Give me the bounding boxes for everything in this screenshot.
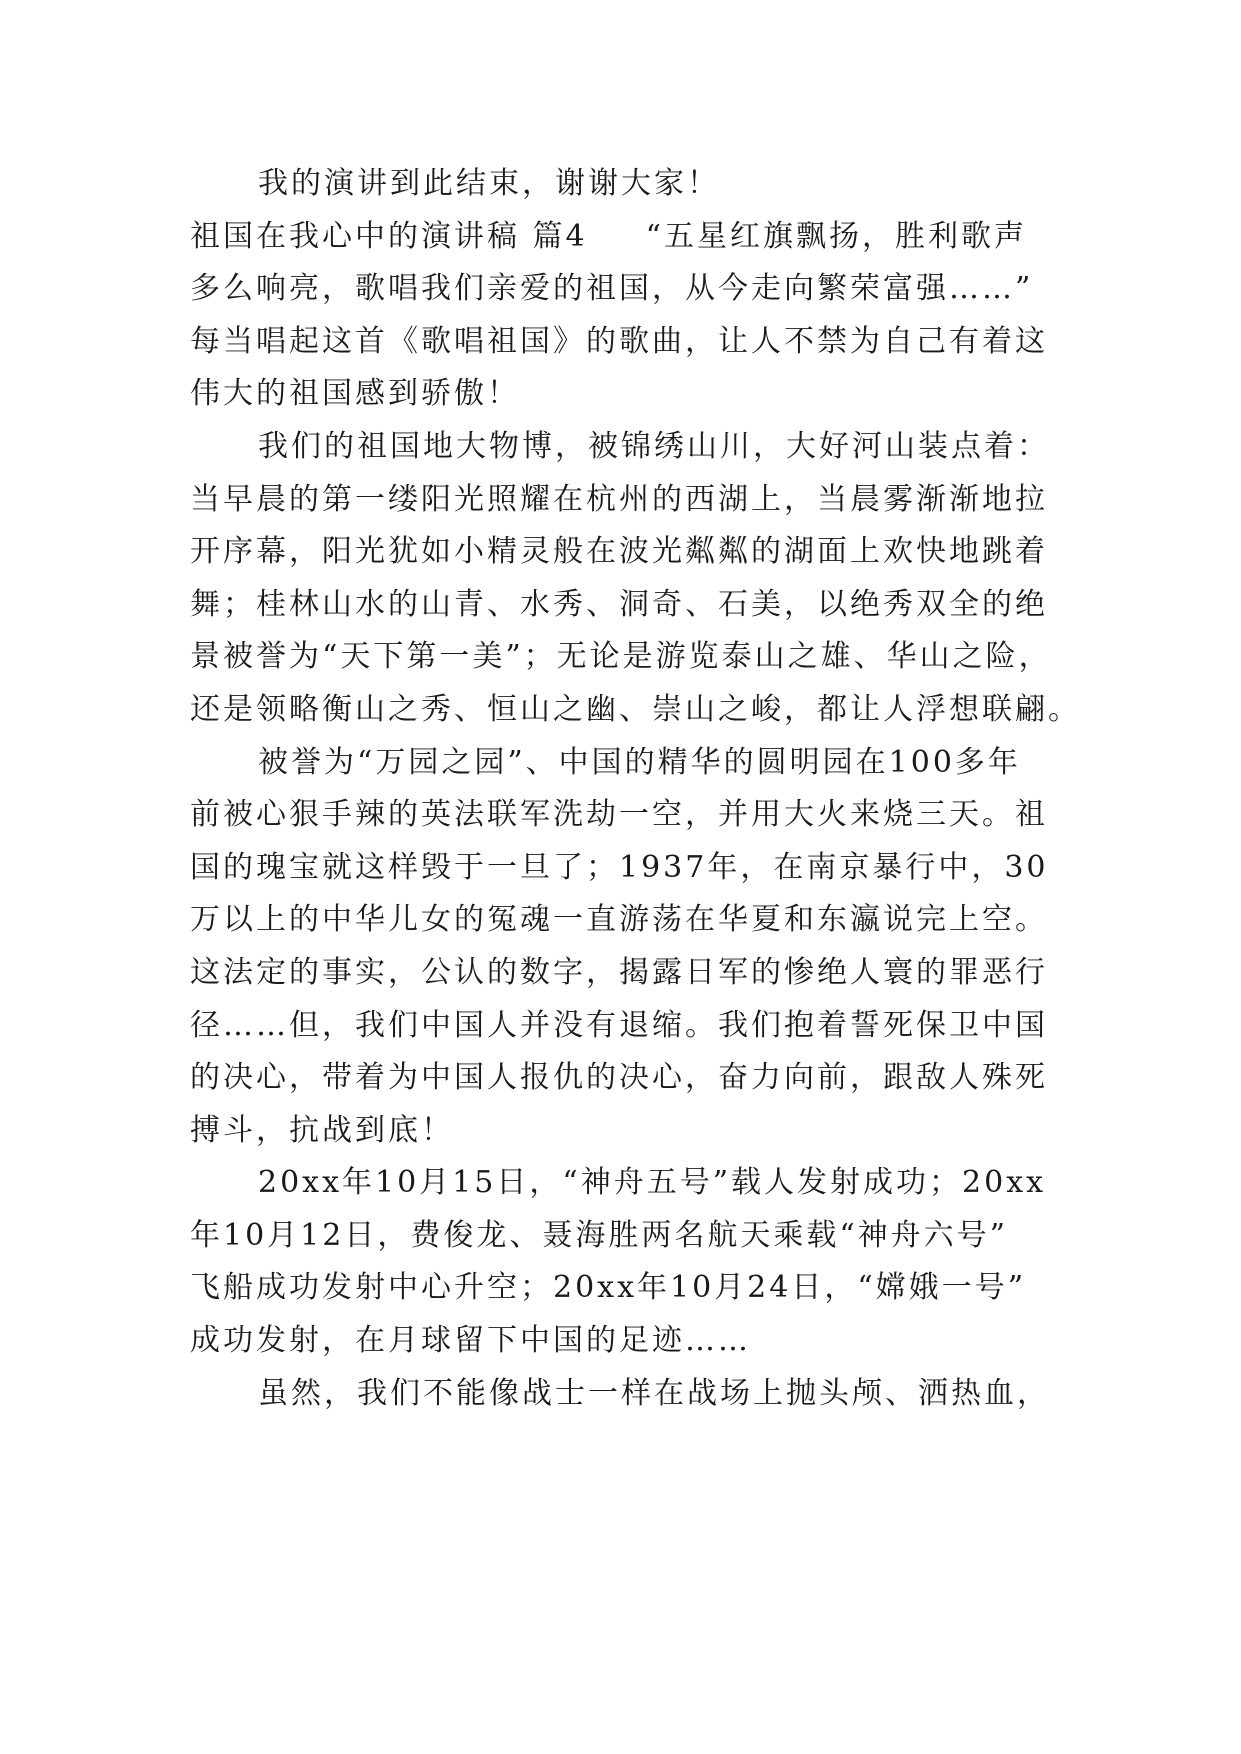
text-line: 多么响亮，歌唱我们亲爱的祖国，从今走向繁荣富强……” bbox=[190, 271, 1034, 307]
text-line: 年10月12日，费俊龙、聂海胜两名航天乘载“神舟六号” bbox=[190, 1217, 1009, 1253]
text-line: 开序幕，阳光犹如小精灵般在波光粼粼的湖面上欢快地跳着 bbox=[190, 534, 1048, 570]
text-line: 万以上的中华儿女的冤魂一直游荡在华夏和东瀛说完上空。 bbox=[190, 902, 1048, 938]
text-line: 这法定的事实，公认的数字，揭露日军的惨绝人寰的罪恶行 bbox=[190, 954, 1048, 990]
text-line: 我的演讲到此结束，谢谢大家！ bbox=[258, 166, 720, 201]
text-line: 被誉为“万园之园”、中国的精华的圆明园在100多年 bbox=[258, 744, 1021, 780]
text-fragment: “五星红旗飘扬，胜利歌声 bbox=[645, 218, 1027, 254]
text-line: 的决心，带着为中国人报仇的决心，奋力向前，跟敌人殊死 bbox=[190, 1060, 1048, 1096]
text-line: 飞船成功发射中心升空；20xx年10月24日，“嫦娥一号” bbox=[190, 1270, 1027, 1306]
text-line: 还是领略衡山之秀、恒山之幽、崇山之峻，都让人浮想联翩。 bbox=[190, 691, 1081, 727]
text-line: 景被誉为“天下第一美”；无论是游览泰山之雄、华山之险， bbox=[190, 639, 1052, 675]
text-line: 搏斗，抗战到底！ bbox=[190, 1112, 454, 1148]
text-line: 当早晨的第一缕阳光照耀在杭州的西湖上，当晨雾渐渐地拉 bbox=[190, 481, 1048, 517]
text-line: 每当唱起这首《歌唱祖国》的歌曲，让人不禁为自己有着这 bbox=[190, 323, 1048, 359]
text-line: 我们的祖国地大物博，被锦绣山川，大好河山装点着： bbox=[258, 428, 1050, 464]
text-line: 伟大的祖国感到骄傲！ bbox=[190, 376, 520, 412]
text-line: 成功发射，在月球留下中国的足迹…… bbox=[190, 1323, 751, 1359]
text-line: 20xx年10月15日，“神舟五号”载人发射成功；20xx bbox=[258, 1165, 1047, 1201]
text-line: 前被心狠手辣的英法联军洗劫一空，并用大火来烧三天。祖 bbox=[190, 797, 1048, 833]
text-line: 虽然，我们不能像战士一样在战场上抛头颅、洒热血， bbox=[258, 1375, 1050, 1411]
text-line-with-title bbox=[190, 211, 1060, 264]
text-line: 国的瑰宝就这样毁于一旦了；1937年，在南京暴行中，30 bbox=[190, 849, 1049, 885]
text-line: 径……但，我们中国人并没有退缩。我们抱着誓死保卫中国 bbox=[190, 1007, 1048, 1043]
section-title: 祖国在我心中的演讲稿 篇4 bbox=[190, 218, 588, 254]
speech-text bbox=[190, 158, 1081, 1420]
text-line: 舞；桂林山水的山青、水秀、洞奇、石美，以绝秀双全的绝 bbox=[190, 586, 1048, 622]
